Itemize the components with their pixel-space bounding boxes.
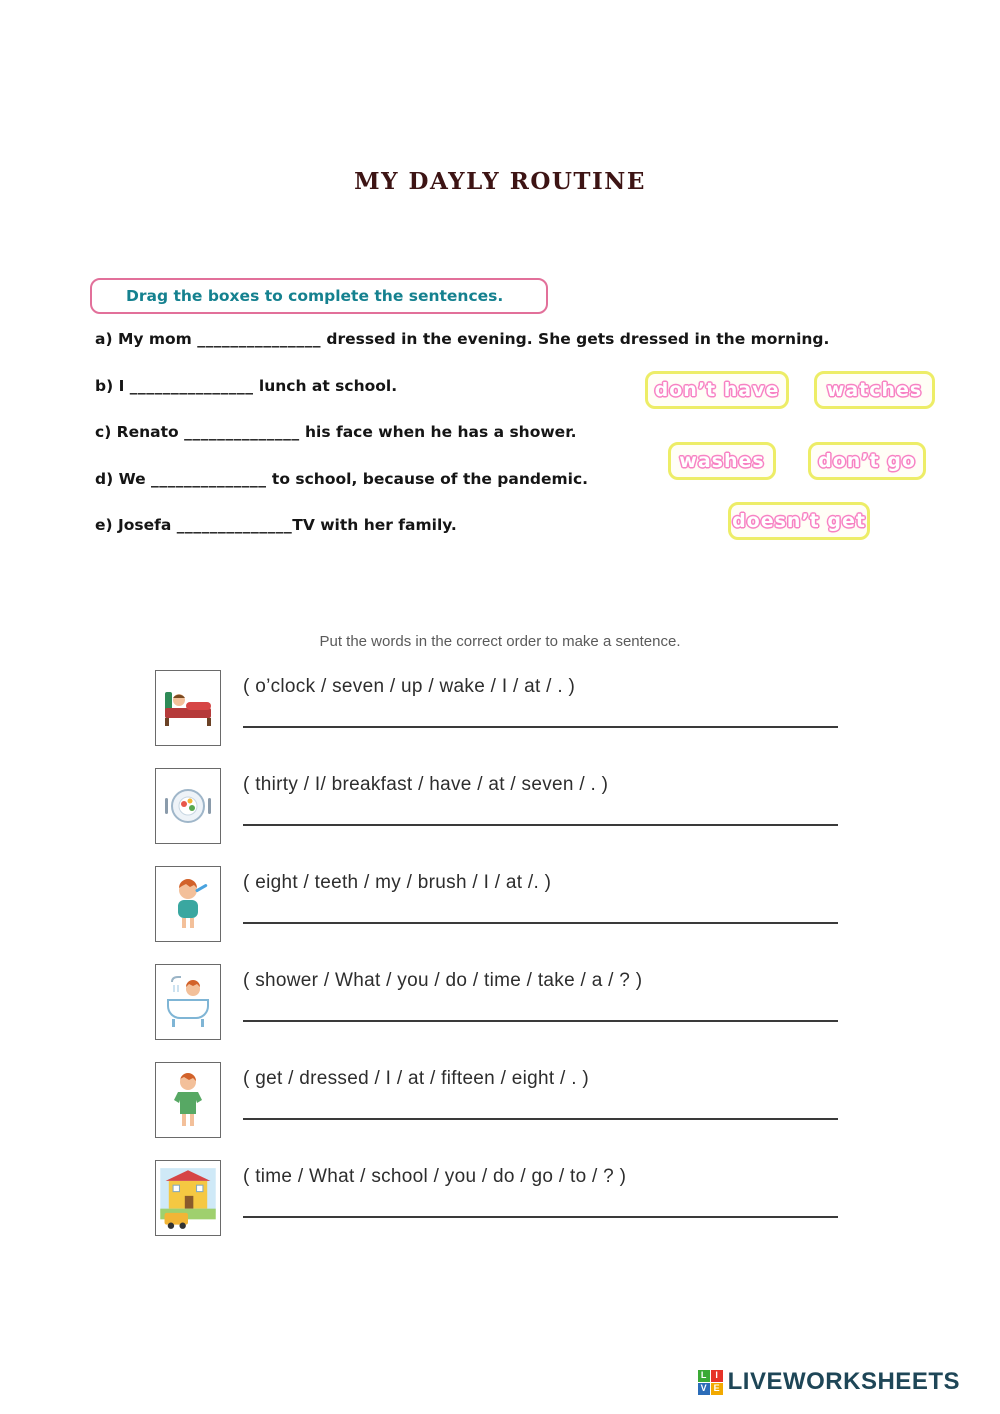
drag-word-box-washes[interactable]: washes <box>668 442 776 480</box>
drag-word-box-dont-go[interactable]: don’t go <box>808 442 926 480</box>
logo-letter-e: E <box>711 1383 723 1395</box>
drag-instruction-text: Drag the boxes to complete the sentences. <box>126 287 504 305</box>
order-row-school <box>155 1160 855 1236</box>
get-dressed-icon <box>162 1070 214 1130</box>
brush-teeth-icon <box>162 874 214 934</box>
school-icon <box>160 1166 216 1230</box>
sentence-text-before: e) Josefa <box>95 516 177 534</box>
answer-line[interactable] <box>243 1118 838 1120</box>
wake-up-image-box <box>155 670 221 746</box>
sentence-text-before: b) I <box>95 376 130 395</box>
get-dressed-image-box <box>155 1062 221 1138</box>
answer-blank-a[interactable]: _______________ <box>197 330 321 348</box>
order-row-content <box>243 768 855 826</box>
bath-icon <box>162 972 214 1032</box>
answer-blank-c[interactable]: ______________ <box>184 423 300 441</box>
answer-line[interactable] <box>243 1216 838 1218</box>
drag-word-box-watches[interactable]: watches <box>814 371 935 409</box>
sentence-order-list <box>155 670 855 1258</box>
liveworksheets-brand-text: LIVEWORKSHEETS <box>727 1368 960 1395</box>
answer-line[interactable] <box>243 726 838 728</box>
order-prompt: ( get / dressed / I / at / fifteen / eight / . ) <box>243 1068 589 1089</box>
brush-teeth-image-box <box>155 866 221 942</box>
answer-blank-d[interactable]: ______________ <box>151 469 267 488</box>
answer-line[interactable] <box>243 922 838 924</box>
order-row-brush-teeth <box>155 866 855 942</box>
order-row-content <box>243 1062 855 1120</box>
order-row-wake-up <box>155 670 855 746</box>
order-prompt: ( eight / teeth / my / brush / I / at /. ) <box>243 872 552 893</box>
order-row-content <box>243 866 855 924</box>
order-prompt: ( time / What / school / you / do / go / to / ? ) <box>243 1166 627 1187</box>
sentence-text-before: a) My mom <box>95 330 198 348</box>
drag-word-box-dont-have[interactable]: don’t have <box>645 371 789 409</box>
breakfast-image-box <box>155 768 221 844</box>
order-row-bath <box>155 964 855 1040</box>
order-row-breakfast <box>155 768 855 844</box>
sentence-text-after: TV with her family. <box>292 516 457 534</box>
sentence-text-before: c) Renato <box>95 423 185 441</box>
liveworksheets-logo-icon <box>698 1370 723 1395</box>
answer-line[interactable] <box>243 824 838 826</box>
order-instruction-text: Put the words in the correct order to make a sentence. <box>319 633 681 650</box>
bath-image-box <box>155 964 221 1040</box>
answer-blank-b[interactable]: _______________ <box>129 376 254 395</box>
liveworksheets-footer <box>698 1368 960 1396</box>
sentence-text-after: dressed in the evening. She gets dressed in the morning. <box>320 330 830 348</box>
answer-blank-e[interactable]: ______________ <box>176 516 293 534</box>
answer-line[interactable] <box>243 1020 838 1022</box>
order-row-get-dressed <box>155 1062 855 1138</box>
sentence-text-after: to school, because of the pandemic. <box>266 469 589 488</box>
order-prompt: ( o’clock / seven / up / wake / I / at / . ) <box>243 676 576 697</box>
drag-word-box-doesnt-get[interactable]: doesn’t get <box>728 502 870 540</box>
logo-letter-l: L <box>698 1370 710 1382</box>
order-prompt: ( thirty / I/ breakfast / have / at / seven / . ) <box>243 774 609 795</box>
breakfast-icon <box>162 776 214 836</box>
order-row-content <box>243 964 855 1022</box>
order-prompt: ( shower / What / you / do / time / take / a / ? ) <box>243 970 643 991</box>
drag-instruction-box <box>90 278 548 314</box>
sentence-text-before: d) We <box>95 469 152 488</box>
page-title: MY DAYLY ROUTINE <box>354 168 646 195</box>
sentence-text-after: lunch at school. <box>253 376 398 395</box>
order-row-content <box>243 670 855 728</box>
logo-letter-v: V <box>698 1383 710 1395</box>
logo-letter-i: I <box>711 1370 723 1382</box>
wake-up-icon <box>162 678 214 738</box>
order-row-content <box>243 1160 855 1218</box>
sentence-text-after: his face when he has a shower. <box>299 423 577 441</box>
sentence-a <box>95 330 885 377</box>
school-image-box <box>155 1160 221 1236</box>
